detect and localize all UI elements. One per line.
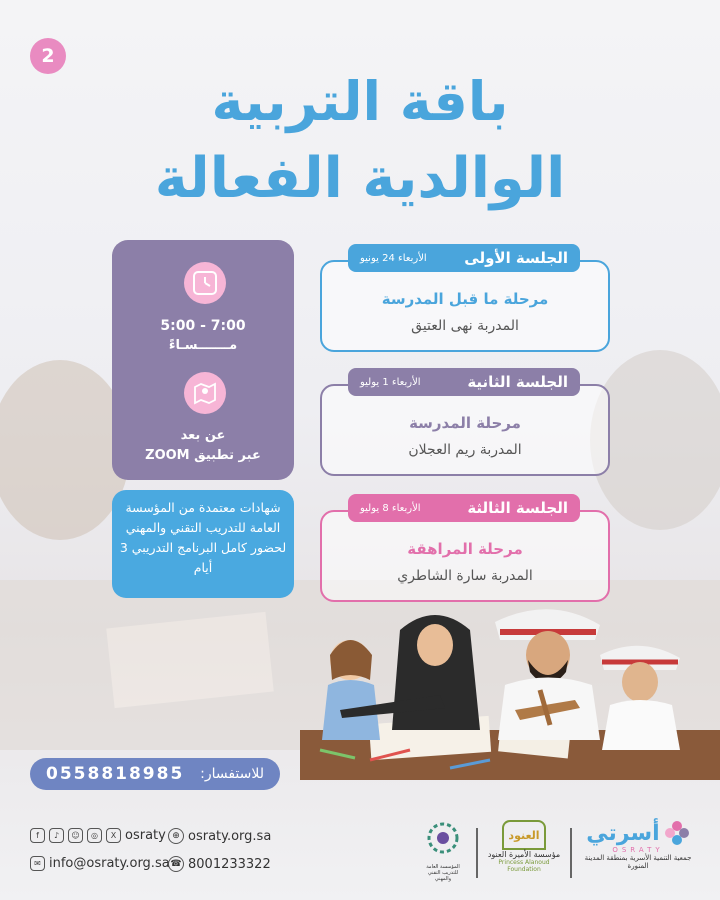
logo-divider-1 [476, 828, 478, 878]
map-pin-icon [184, 372, 226, 414]
session-tag-1 [348, 244, 580, 272]
tvtc-name: المؤسسة العامة للتدريب التقني والمهني [426, 864, 460, 882]
session-trainer-3: المدربة سارة الشاطري [397, 568, 533, 584]
session-name-2: الجلسة الثانية [467, 373, 568, 391]
snapchat-icon[interactable]: ☺ [68, 828, 83, 843]
session-date-2: الأربعاء 1 يوليو [360, 376, 421, 388]
osraty-logo [578, 820, 698, 870]
tvtc-emblem-icon [420, 820, 466, 860]
page-title-line1: باقة التربية [211, 70, 509, 133]
delivery-mode: عن بعد [180, 428, 226, 443]
alanoud-name: العنود [502, 820, 546, 850]
website-link[interactable]: osraty.org.sa [188, 828, 272, 844]
session-name-1: الجلسة الأولى [464, 249, 568, 267]
osraty-name: أسرتي [586, 820, 660, 846]
website-row [168, 828, 271, 844]
tiktok-icon[interactable]: ♪ [49, 828, 64, 843]
tvtc-logo [420, 820, 466, 882]
clock-icon [184, 262, 226, 304]
instagram-icon[interactable]: ◎ [87, 828, 102, 843]
alanoud-logo [484, 820, 564, 873]
session-stage-2: مرحلة المدرسة [409, 414, 521, 432]
phone-row [168, 856, 271, 872]
certificate-note: شهادات معتمدة من المؤسسة العامة للتدريب التقني والمهني لحضور كامل البرنامج التدريبي 3 أيام [112, 490, 294, 598]
session-period: مـــــــسـاءً [168, 338, 238, 353]
social-row [30, 828, 166, 843]
email-row [30, 856, 170, 871]
contact-phone-pill[interactable] [30, 758, 280, 790]
globe-icon: ⊕ [168, 828, 184, 844]
social-handle[interactable]: osraty [125, 828, 166, 843]
delivery-platform: عبر تطبيق ZOOM [145, 448, 261, 463]
session-date-1: الأربعاء 24 يونيو [360, 252, 427, 264]
session-stage-3: مرحلة المراهقة [407, 540, 523, 558]
session-stage-1: مرحلة ما قبل المدرسة [381, 290, 549, 308]
contact-label: للاستفسار: [200, 766, 264, 782]
facebook-icon[interactable]: f [30, 828, 45, 843]
session-time: 7:00 - 5:00 [160, 318, 246, 334]
session-date-3: الأربعاء 8 يوليو [360, 502, 421, 514]
phone-icon: ☎ [168, 856, 184, 872]
x-icon[interactable]: X [106, 828, 121, 843]
session-name-3: الجلسة الثالثة [467, 499, 568, 517]
osraty-subtitle: جمعية التنمية الأسرية بمنطقة المدينة المنورة [584, 854, 692, 870]
logo-divider-2 [570, 828, 572, 878]
tollfree-number[interactable]: 8001233322 [188, 856, 271, 872]
page-number-badge: 2 [30, 38, 66, 74]
email-icon: ✉ [30, 856, 45, 871]
osraty-latin: OSRATY [612, 846, 664, 854]
osraty-flower-icon [664, 820, 690, 846]
session-trainer-1: المدربة نهى العتيق [411, 318, 519, 334]
alanoud-english: Princess Alanoud Foundation [498, 859, 550, 873]
session-trainer-2: المدربة ريم العجلان [408, 442, 522, 458]
alanoud-arabic: مؤسسة الأميرة العنود [487, 850, 561, 859]
contact-phone[interactable]: 0558818985 [46, 764, 185, 784]
email-link[interactable]: info@osraty.org.sa [49, 856, 170, 871]
family-illustration [300, 600, 720, 780]
session-tag-2 [348, 368, 580, 396]
page-title-line2: الوالدية الفعالة [154, 146, 566, 211]
session-tag-3 [348, 494, 580, 522]
